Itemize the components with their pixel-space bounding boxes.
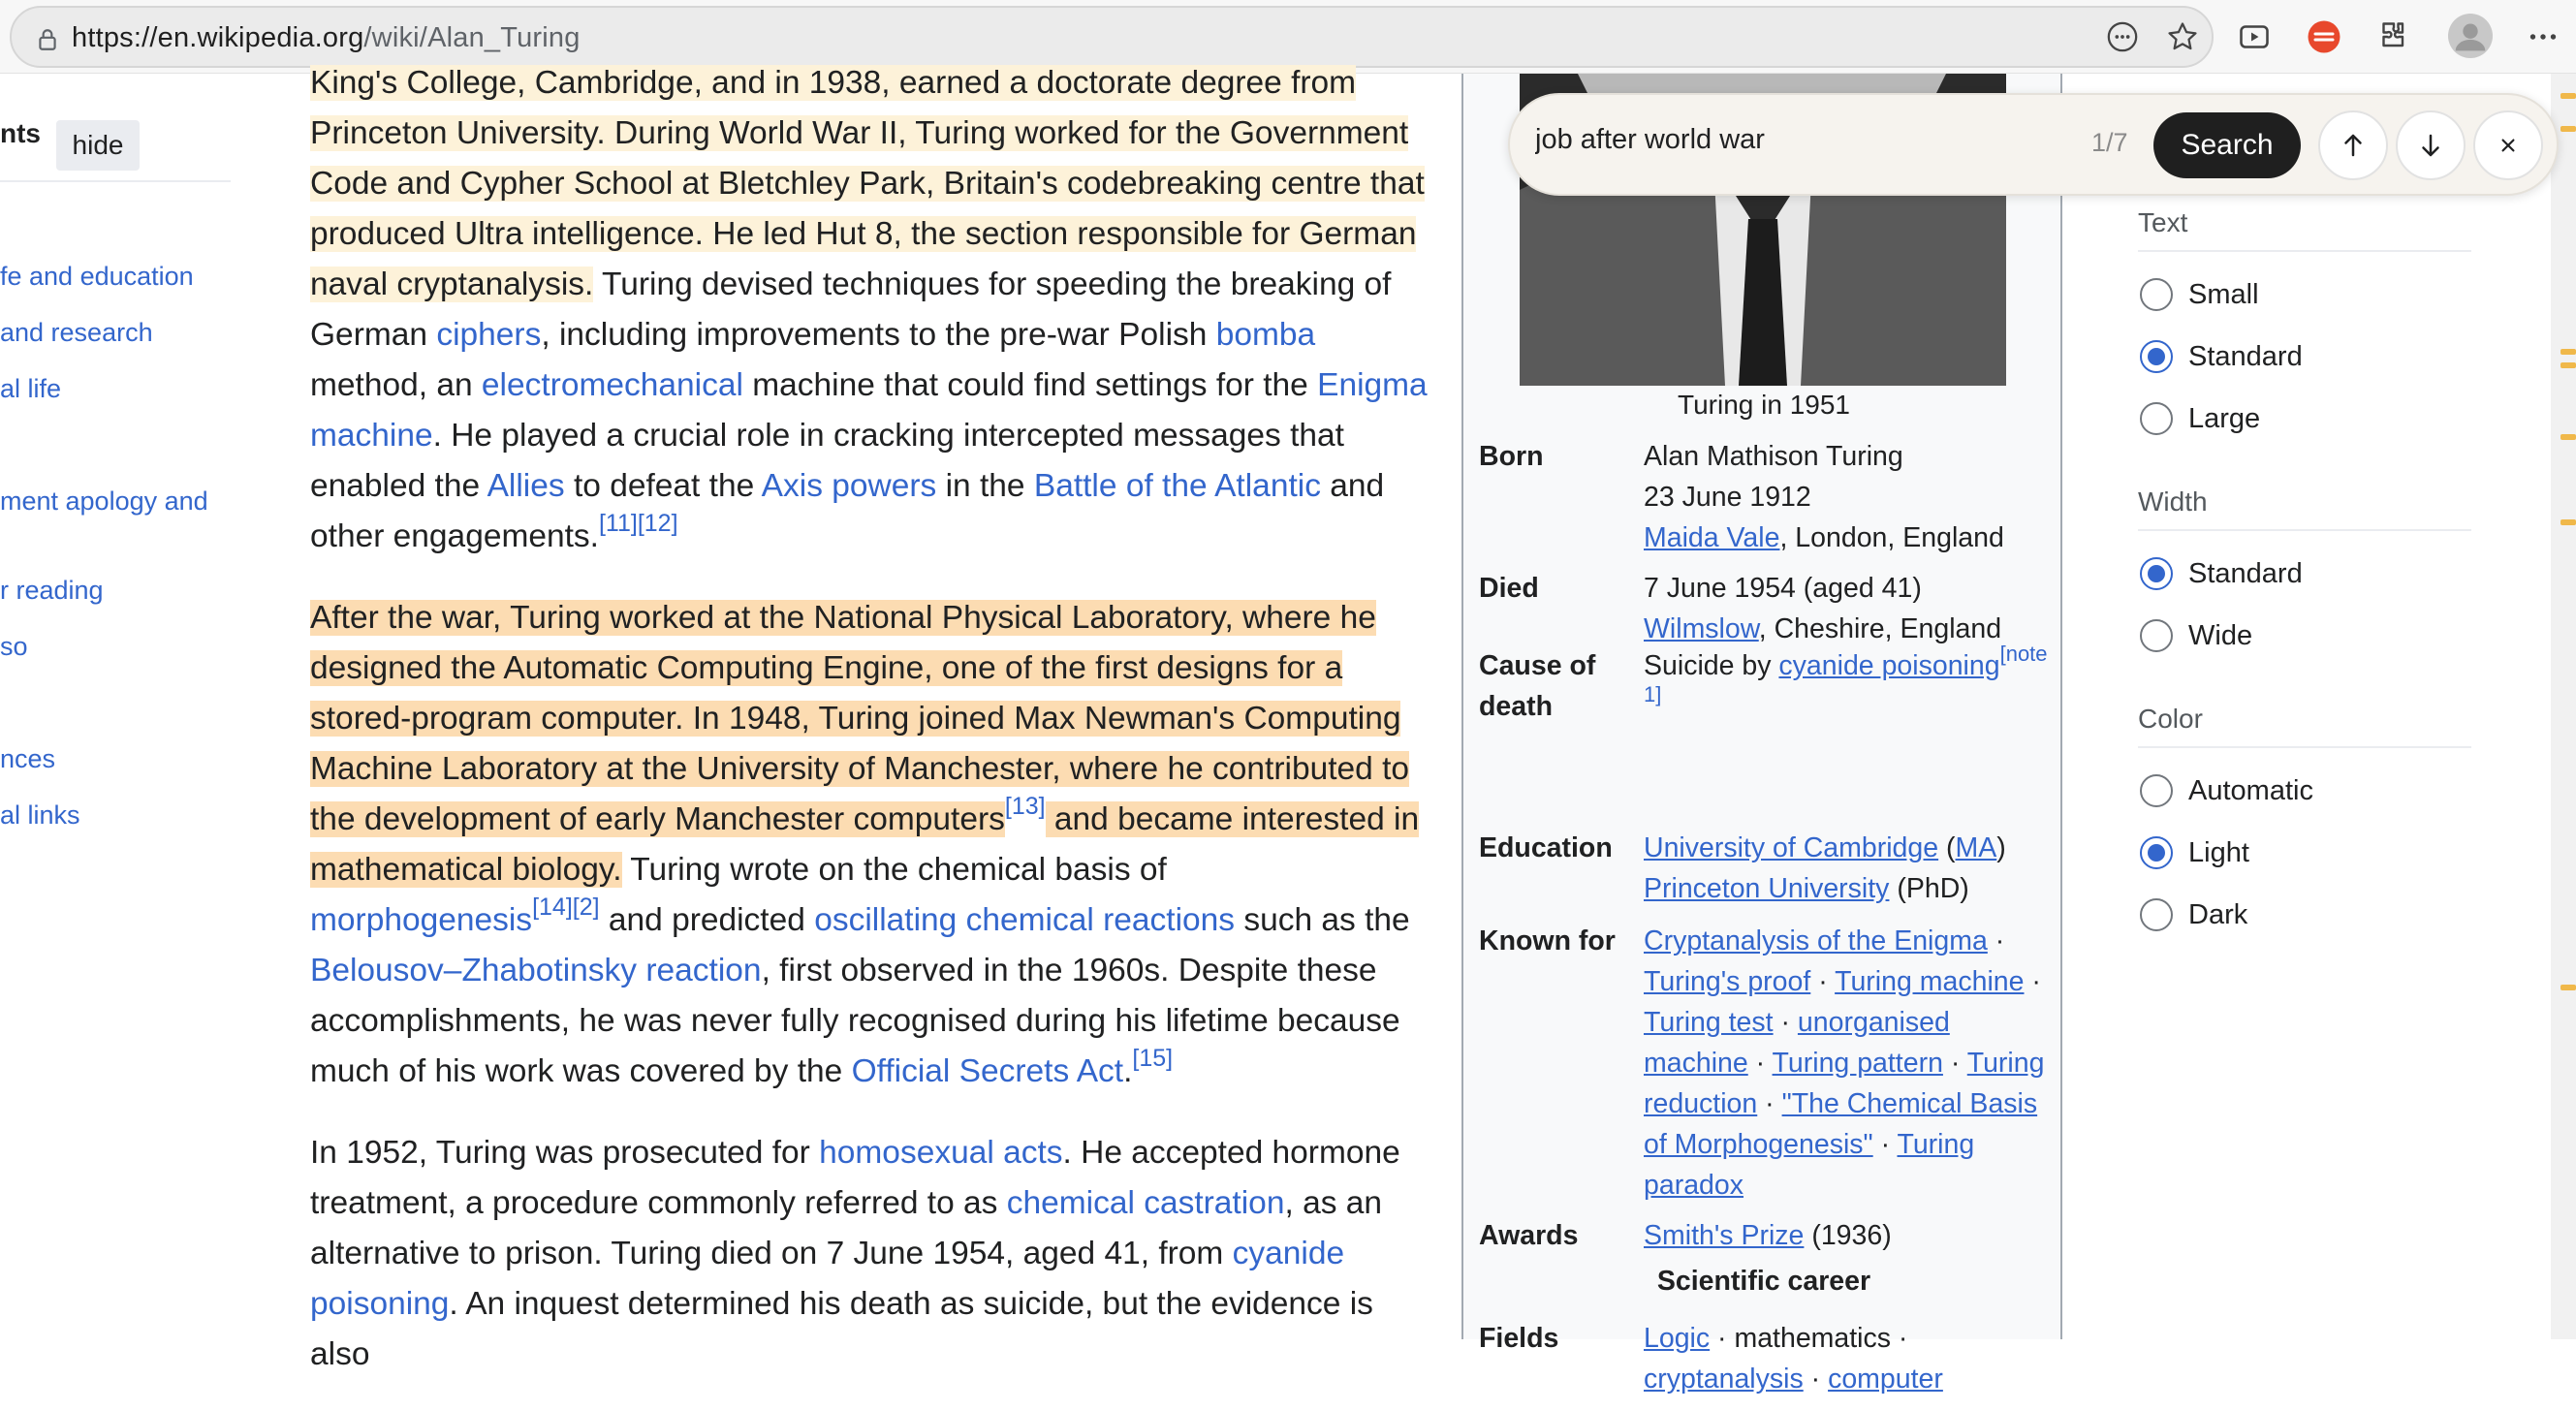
radio-label: Standard xyxy=(2188,557,2303,589)
find-input[interactable] xyxy=(1535,124,2020,156)
article-paragraph xyxy=(310,593,1434,1097)
toc-item[interactable]: nces xyxy=(0,744,56,773)
infobox-value xyxy=(1644,436,2060,558)
text-size-heading: Text xyxy=(2138,207,2188,237)
photo-caption: Turing in 1951 xyxy=(1678,390,1850,420)
text-run: . He played a crucial role in cracking intercepted messages that enabled the xyxy=(310,418,1344,504)
text-run: such as the xyxy=(1235,902,1410,938)
find-match-current: and became interested in mathematical biology. xyxy=(310,801,1420,888)
born-date: 23 June 1912 xyxy=(1644,482,1811,513)
text-run: and other engagements. xyxy=(310,468,1385,554)
url-host: https://en.wikipedia.org xyxy=(72,22,364,53)
find-match-current: After the war, Turing worked at the National Physical Laboratory, where he designed the Automatic Computing Engine, one of the first designs for a stored-program computer. In 1948, Turing joined Max Newman's Computing Machine Laboratory at the University of Manchester, where he contributed to the development of early Manchester computers xyxy=(310,600,1410,837)
find-marker xyxy=(2560,126,2576,132)
close-icon xyxy=(2496,133,2521,158)
url-path: /wiki/Alan_Turing xyxy=(363,22,581,53)
divider xyxy=(2138,746,2471,748)
toc-item[interactable]: al links xyxy=(0,800,80,830)
find-match-count: 1/7 xyxy=(2091,128,2128,157)
text-run: , as an alternative to prison. Turing died on 7 June 1954, aged 41, from xyxy=(310,1185,1383,1271)
text-run: (PhD) xyxy=(1889,873,1969,904)
arrow-up-icon xyxy=(2339,131,2368,160)
radio-button[interactable] xyxy=(2140,619,2173,652)
radio-text-standard[interactable] xyxy=(2140,337,2303,376)
infobox-label: Born xyxy=(1479,441,1544,472)
toc-heading: nts xyxy=(0,118,41,148)
text-run: Suicide by xyxy=(1644,650,1779,681)
known-for-item[interactable]: Turing test xyxy=(1644,1007,1774,1038)
link-wilmslow[interactable]: Wilmslow xyxy=(1644,613,1759,644)
infobox-value xyxy=(1644,828,2060,909)
text-run: ( xyxy=(1938,832,1956,863)
link-cryptanalysis[interactable]: cryptanalysis xyxy=(1644,1364,1804,1395)
died-date: 7 June 1954 (aged 41) xyxy=(1644,573,1922,604)
scrollbar[interactable] xyxy=(2551,74,2576,1339)
text-run: and predicted xyxy=(599,902,815,938)
radio-button[interactable] xyxy=(2140,774,2173,807)
text-run: · mathematics · xyxy=(1710,1323,1908,1354)
radio-button[interactable] xyxy=(2140,402,2173,435)
radio-color-automatic[interactable] xyxy=(2140,771,2313,810)
article-body xyxy=(310,58,1434,1411)
infobox-value xyxy=(1644,641,2060,727)
known-for-item[interactable]: Turing pattern xyxy=(1772,1048,1943,1079)
known-for-item[interactable]: Cryptanalysis of the Enigma xyxy=(1644,925,1988,956)
find-marker xyxy=(2560,985,2576,990)
text-run: . An inquest determined his death as suicide, but the evidence is also xyxy=(310,1286,1373,1372)
died-place xyxy=(1644,609,2060,649)
radio-color-dark[interactable] xyxy=(2140,895,2247,934)
link-logic[interactable]: Logic xyxy=(1644,1323,1711,1354)
section-scientific-career: Scientific career xyxy=(1656,1266,1871,1297)
radio-button-selected[interactable] xyxy=(2140,836,2173,869)
radio-button-selected[interactable] xyxy=(2140,557,2173,590)
infobox-value: Logic · mathematics · cryptanalysis · computer xyxy=(1644,1323,1943,1395)
toc-item[interactable]: fe and education xyxy=(0,262,194,291)
link-cyanide-poisoning[interactable]: cyanide poisoning xyxy=(310,1236,1345,1322)
known-for-item[interactable]: "The Chemical Basis of Morphogenesis" xyxy=(1644,1088,2038,1160)
text-run: Turing devised techniques for speeding the breaking of German xyxy=(310,267,1392,353)
infobox-label: Awards xyxy=(1479,1220,1579,1251)
note-reference[interactable]: [note 1] xyxy=(1644,641,2048,706)
radio-label: Standard xyxy=(2188,340,2303,372)
known-for-item[interactable]: Turing machine xyxy=(1835,966,2025,997)
puzzle-icon[interactable] xyxy=(2374,17,2413,56)
text-run: , first observed in the 1960s. Despite these accomplishments, he was never fully recognised during his lifetime because much of his work was covered by the xyxy=(310,953,1400,1089)
radio-label: Light xyxy=(2188,836,2249,868)
find-close-button[interactable] xyxy=(2473,110,2543,180)
text-run: machine that could find settings for the xyxy=(742,367,1318,403)
link-official-secrets-act[interactable]: Official Secrets Act xyxy=(851,1053,1124,1089)
education-item xyxy=(1644,868,2060,909)
find-marker xyxy=(2560,519,2576,525)
radio-label: Automatic xyxy=(2188,774,2313,806)
known-for-item[interactable]: Turing paradox xyxy=(1644,1129,1975,1201)
find-previous-button[interactable] xyxy=(2318,110,2388,180)
lock-icon[interactable] xyxy=(35,27,60,52)
find-next-button[interactable] xyxy=(2396,110,2466,180)
born-name: Alan Mathison Turing xyxy=(1644,441,1903,472)
text-run: (1936) xyxy=(1804,1220,1892,1251)
citation[interactable]: [14][2] xyxy=(532,893,600,921)
link-ma[interactable]: MA xyxy=(1955,832,1997,863)
radio-label: Large xyxy=(2188,402,2261,434)
infobox-value xyxy=(1644,1215,2060,1256)
link-battle-of-the-atlantic[interactable]: Battle of the Atlantic xyxy=(1033,468,1321,504)
text-run: Turing wrote on the chemical basis of xyxy=(621,852,1167,888)
find-in-page-bar xyxy=(1508,93,2559,196)
known-for-item[interactable]: unorganised machine xyxy=(1644,1007,1950,1079)
infobox-label: Cause of death xyxy=(1479,650,1596,722)
text-run: , London, England xyxy=(1779,522,2004,553)
table-of-contents xyxy=(0,74,242,1339)
citation[interactable]: [13] xyxy=(1004,792,1046,820)
toc-divider xyxy=(0,180,231,182)
radio-width-wide[interactable] xyxy=(2140,616,2252,655)
text-run: ) xyxy=(1996,832,2006,863)
link-ciphers[interactable]: ciphers xyxy=(436,317,542,353)
find-marker xyxy=(2560,93,2576,99)
toc-item[interactable]: al life xyxy=(0,374,62,403)
radio-text-large[interactable] xyxy=(2140,399,2260,438)
toc-item[interactable]: r reading xyxy=(0,576,104,605)
article-paragraph xyxy=(310,58,1434,562)
toc-item[interactable]: and research xyxy=(0,318,153,347)
link-bomba[interactable]: bomba xyxy=(1215,317,1316,353)
radio-button[interactable] xyxy=(2140,278,2173,311)
color-heading: Color xyxy=(2138,704,2203,734)
text-run: to defeat the xyxy=(564,468,762,504)
arrow-down-icon xyxy=(2416,131,2445,160)
text-run: , including improvements to the pre-war Polish xyxy=(541,317,1216,353)
link-computer[interactable]: computer xyxy=(1828,1364,1943,1395)
menu-dots-icon[interactable] xyxy=(2524,17,2562,56)
link-smiths-prize[interactable]: Smith's Prize xyxy=(1644,1220,1805,1251)
link-princeton[interactable]: Princeton University xyxy=(1644,873,1890,904)
infobox-value: Cryptanalysis of the Enigma · Turing's proof · Turing machine · Turing test · unorganised machine · Turing pattern · Turing reduction · "The Chemical Basis of Morphogenesis" · Turing paradox xyxy=(1644,925,2045,1201)
divider xyxy=(2138,250,2471,252)
link-electromechanical[interactable]: electromechanical xyxy=(481,367,743,403)
radio-color-light[interactable] xyxy=(2140,833,2249,872)
radio-label: Wide xyxy=(2188,619,2253,651)
toc-item[interactable]: so xyxy=(0,632,28,661)
born-place xyxy=(1644,517,2060,558)
citation[interactable]: [11][12] xyxy=(598,509,678,537)
link-morphogenesis[interactable]: morphogenesis xyxy=(310,902,533,938)
link-allies[interactable]: Allies xyxy=(487,468,565,504)
radio-button[interactable] xyxy=(2140,898,2173,931)
extension-red-icon[interactable] xyxy=(2305,17,2343,56)
radio-button-selected[interactable] xyxy=(2140,340,2173,373)
profile-avatar-icon[interactable] xyxy=(2448,14,2493,58)
education-item xyxy=(1644,828,2060,868)
reader-more-icon[interactable] xyxy=(2103,17,2142,56)
toc-hide-button[interactable]: hide xyxy=(56,120,140,171)
text-run: In 1952, Turing was prosecuted for xyxy=(310,1135,820,1171)
link-axis-powers[interactable]: Axis powers xyxy=(761,468,937,504)
radio-width-standard[interactable] xyxy=(2140,554,2303,593)
width-heading: Width xyxy=(2138,486,2208,517)
appearance-panel xyxy=(2064,74,2549,1339)
link-enigma-machine[interactable]: Enigma machine xyxy=(310,367,1428,454)
find-search-button[interactable]: Search xyxy=(2153,112,2301,178)
infobox-label: Known for xyxy=(1479,925,1616,956)
find-marker xyxy=(2560,434,2576,440)
link-oscillating-reactions[interactable]: oscillating chemical reactions xyxy=(814,902,1236,938)
link-cambridge[interactable]: University of Cambridge xyxy=(1644,832,1939,863)
infobox xyxy=(1461,74,2062,1395)
known-for-item[interactable]: Turing reduction xyxy=(1644,1048,2045,1119)
divider xyxy=(2138,529,2471,531)
infobox-label: Fields xyxy=(1479,1323,1559,1354)
infobox-label: Education xyxy=(1479,832,1613,863)
link-chemical-castration[interactable]: chemical castration xyxy=(1006,1185,1285,1221)
link-belousov-zhabotinsky[interactable]: Belousov–Zhabotinsky reaction xyxy=(310,953,762,988)
bookmark-star-icon[interactable] xyxy=(2163,17,2202,56)
article-paragraph xyxy=(310,1128,1434,1380)
link-homosexual-acts[interactable]: homosexual acts xyxy=(819,1135,1063,1171)
url-text[interactable] xyxy=(72,22,581,54)
citation[interactable]: [15] xyxy=(1132,1044,1174,1072)
radio-text-small[interactable] xyxy=(2140,275,2259,314)
text-run: . xyxy=(1123,1053,1133,1089)
link-maida-vale[interactable]: Maida Vale xyxy=(1644,522,1780,553)
text-run: method, an xyxy=(310,367,482,403)
link-cyanide-poisoning[interactable]: cyanide poisoning xyxy=(1778,650,2000,681)
media-icon[interactable] xyxy=(2235,17,2274,56)
text-run: , Cheshire, England xyxy=(1758,613,2002,644)
find-match-highlight: King's College, Cambridge, and in 1938, earned a doctorate degree from Princeton University. During World War II, Turing worked for the Government Code and Cypher School at Bletchley Park, Britain's codebreaking centre that produced Ultra intelligence. He led Hut 8, the section responsible for German naval cryptanalysis. xyxy=(310,65,1425,302)
find-marker xyxy=(2560,362,2576,368)
text-run: . He accepted hormone treatment, a procedure commonly referred to as xyxy=(310,1135,1400,1221)
toc-item[interactable]: ment apology and xyxy=(0,486,208,516)
radio-label: Small xyxy=(2188,278,2259,310)
infobox-value xyxy=(1644,568,2060,649)
text-run: in the xyxy=(936,468,1034,504)
infobox-label: Died xyxy=(1479,573,1539,604)
find-marker xyxy=(2560,349,2576,355)
known-for-item[interactable]: Turing's proof xyxy=(1644,966,1811,997)
radio-label: Dark xyxy=(2188,898,2248,930)
